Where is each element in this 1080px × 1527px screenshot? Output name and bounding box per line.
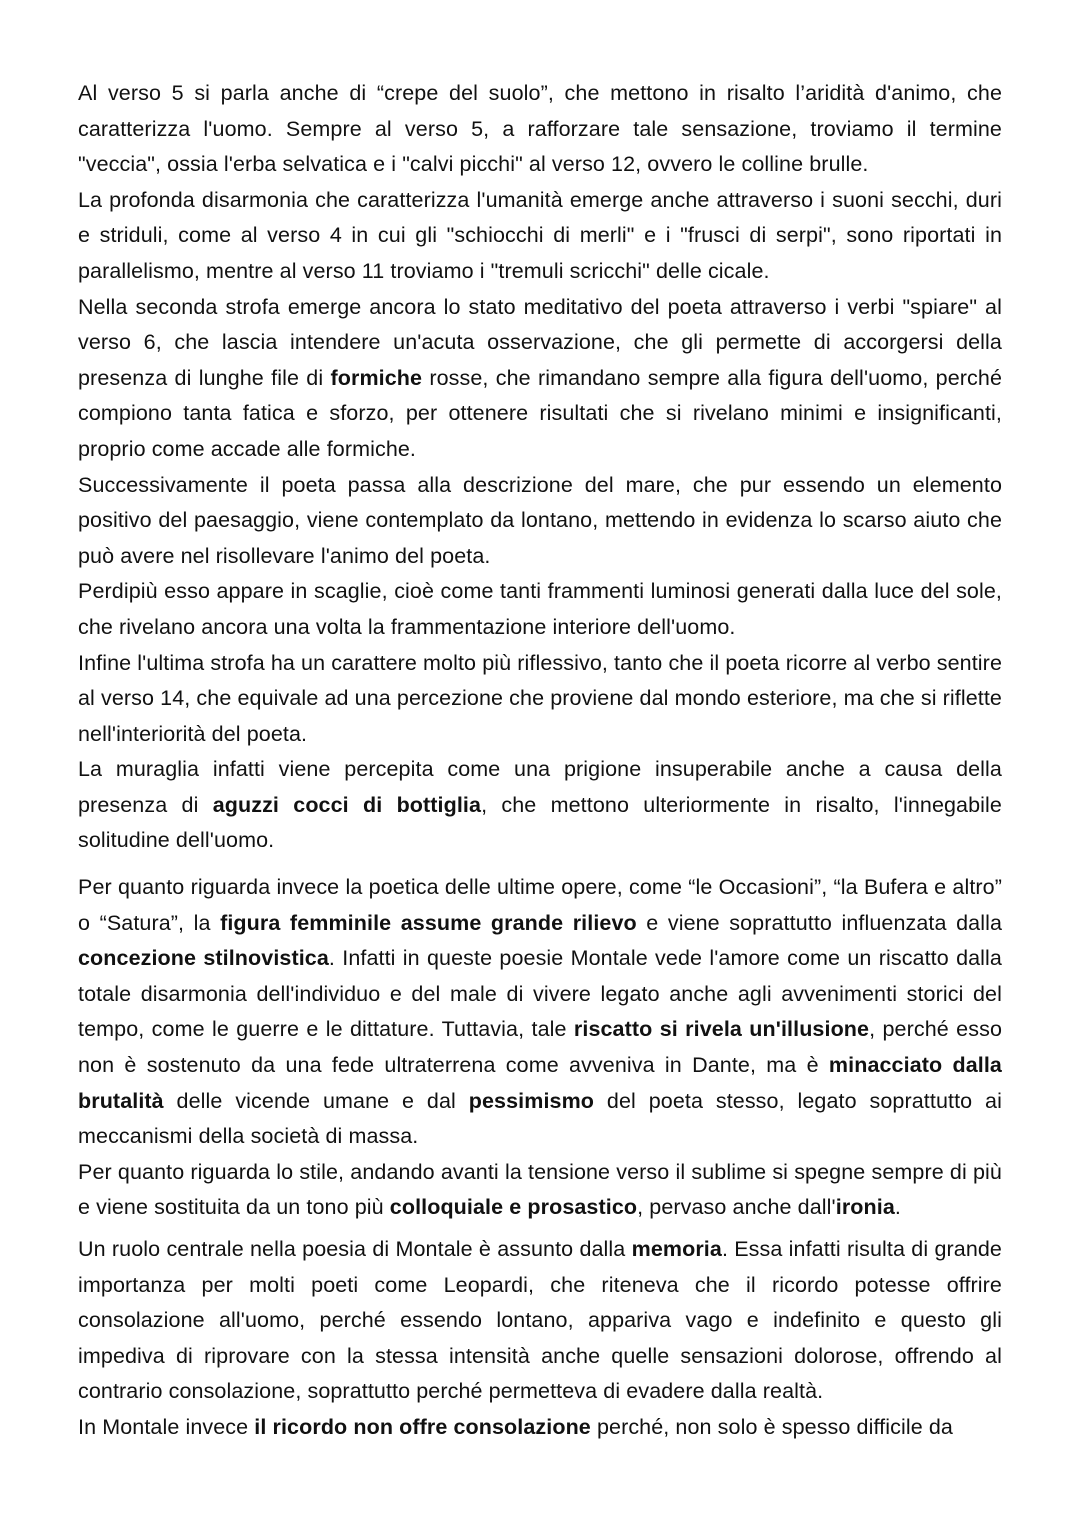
text-run: , che mettono ulteriormente in risalto, l'innegabile solitudine dell'uomo.	[78, 792, 1002, 853]
bold-phrase: riscatto si rivela un'illusione	[573, 1017, 870, 1042]
bold-phrase: pessimismo	[468, 1088, 595, 1113]
text-run: La muraglia infatti viene percepita come una prigione insuperabile anche a causa della presenza di	[78, 757, 1002, 817]
bold-phrase: il ricordo non offre consolazione	[254, 1414, 591, 1439]
text-run: . Infatti in queste poesie Montale vede l'amore come un riscatto dalla totale disarmonia dell'individuo e del male di vivere legato anche agli avvenimenti storici del tempo, come le guerre e le dittature. Tuttavia, tale	[78, 946, 1002, 1042]
text-run: Per quanto riguarda lo stile, andando avanti la tensione verso il sublime si spegne sempre di più e viene sostituita da un tono più	[78, 1159, 1002, 1220]
bold-phrase: memoria	[631, 1237, 722, 1261]
text-run: Al verso 5 si parla anche di “crepe del suolo”, che mettono in risalto l’aridità d'animo, che caratterizza l'uomo. Sempre al verso 5, a rafforzare tale sensazione, troviamo il termine "veccia", ossia l'erba selvatica e i "calvi picchi" al verso 12, ovvero le colline brulle.	[78, 81, 1002, 177]
text-run: Successivamente il poeta passa alla descrizione del mare, che pur essendo un elemento positivo del paesaggio, viene contemplato da lontano, mettendo in evidenza lo scarso aiuto che può avere nel risollevare l'animo del poeta.	[78, 472, 1002, 568]
text-run: Nella seconda strofa emerge ancora lo stato meditativo del poeta attraverso i verbi "spiare" al verso 6, che lascia intendere un'acuta osservazione, che gli permette di accorgersi della presenza di lunghe file di	[78, 294, 1002, 390]
bold-phrase: ironia	[835, 1195, 895, 1220]
bold-phrase: concezione stilnovistica	[78, 946, 329, 971]
text-run: In Montale invece	[78, 1414, 255, 1439]
paragraph-p8	[78, 870, 1002, 1155]
bold-phrase: minacciato dalla brutalità	[78, 1053, 1002, 1113]
paragraph-p7	[78, 752, 1002, 859]
bold-phrase: aguzzi cocci di bottiglia	[212, 792, 482, 817]
text-run: . Essa infatti risulta di grande importanza per molti poeti come Leopardi, che riteneva che il ricordo potesse offrire consolazione all'uomo, perché essendo lontano, appariva vago e indefinito e questo gli impediva di riprovare con la stessa intensità anche quelle sensazioni dolorose, offrendo al contrario consolazione, soprattutto perché permetteva di evadere dalla realtà.	[78, 1237, 1002, 1404]
paragraph-p5	[78, 574, 1002, 645]
text-run: Per quanto riguarda invece la poetica delle ultime opere, come “le Occasioni”, “la Bufera e altro” o “Satura”, la	[78, 875, 1002, 935]
paragraph-p3	[78, 290, 1002, 468]
bold-phrase: formiche	[330, 365, 423, 390]
text-run: Un ruolo centrale nella poesia di Montale è assunto dalla	[78, 1237, 632, 1261]
paragraph-p4	[78, 468, 1002, 575]
text-run: rosse, che rimandano sempre alla figura dell'uomo, perché compiono tanta fatica e sforzo, per ottenere risultati che si rivelano minimi e insignificanti, proprio come accade alle formiche.	[78, 365, 1002, 461]
text-run: La profonda disarmonia che caratterizza l'umanità emerge anche attraverso i suoni secchi, duri e striduli, come al verso 4 in cui gli "schiocchi di merli" e i "frusci di serpi", sono riportati in parallelismo, mentre al verso 11 troviamo i "tremuli scricchi" delle cicale.	[78, 187, 1002, 283]
bold-phrase: colloquiale e prosastico	[389, 1195, 638, 1220]
text-run: delle vicende umane e dal	[163, 1088, 469, 1113]
text-run: , perché esso non è sostenuto da una fede ultraterrena come avveniva in Dante, ma è	[78, 1017, 1002, 1078]
text-run: , pervaso anche dall'	[637, 1195, 836, 1220]
text-run: Infine l'ultima strofa ha un carattere molto più riflessivo, tanto che il poeta ricorre al verbo sentire al verso 14, che equivale ad una percezione che proviene dal mondo esteriore, ma che si riflette nell'interiorità del poeta.	[78, 650, 1002, 746]
paragraph-p10	[78, 1232, 1002, 1410]
text-run: e viene soprattutto influenzata dalla	[636, 910, 1003, 935]
text-run: Perdipiù esso appare in scaglie, cioè come tanti frammenti luminosi generati dalla luce del sole, che rivelano ancora una volta la frammentazione interiore dell'uomo.	[78, 579, 1002, 639]
paragraph-p1	[78, 76, 1002, 183]
text-run: .	[894, 1195, 901, 1220]
paragraph-p2	[78, 183, 1002, 290]
text-run: del poeta stesso, legato soprattutto ai meccanismi della società di massa.	[78, 1088, 1002, 1149]
text-run: perché, non solo è spesso difficile da	[590, 1414, 953, 1439]
paragraph-p9	[78, 1155, 1002, 1226]
bold-phrase: figura femminile assume grande rilievo	[220, 910, 637, 935]
paragraph-p6	[78, 646, 1002, 753]
document-body	[78, 76, 1002, 1446]
paragraph-p11	[78, 1410, 1002, 1446]
